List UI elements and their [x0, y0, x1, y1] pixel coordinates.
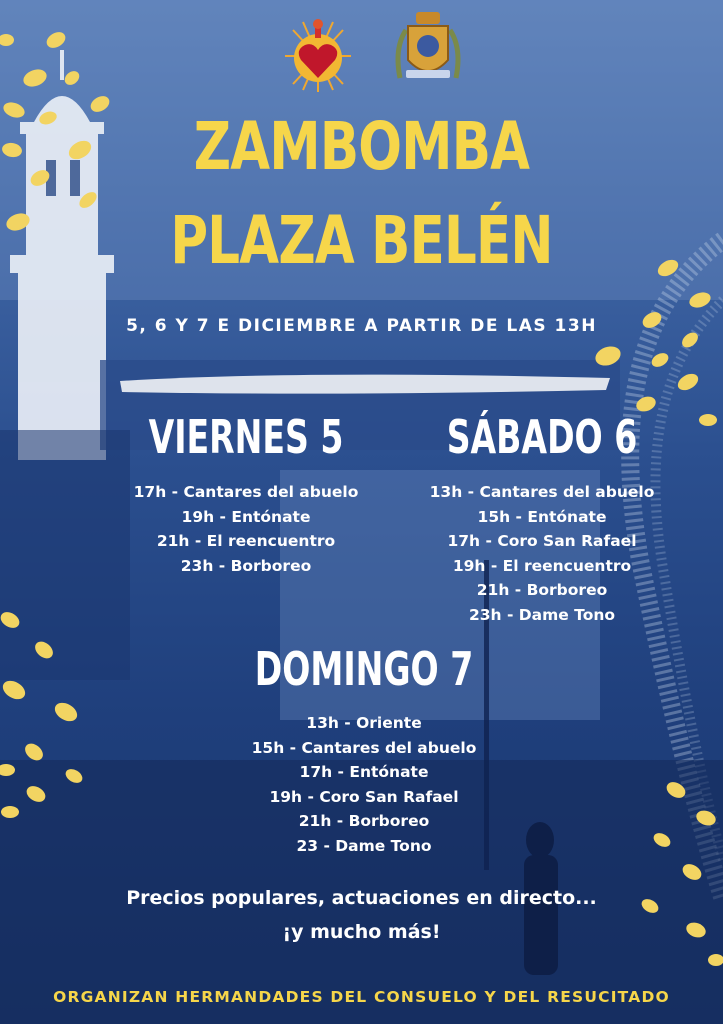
brotherhood-crest-icon [392, 8, 464, 94]
schedule-item: 23 - Dame Tono [296, 836, 432, 855]
promo-line1: Precios populares, actuaciones en directo... [126, 887, 597, 909]
event-dates: 5, 6 Y 7 E DICIEMBRE A PARTIR DE LAS 13H [126, 316, 597, 336]
day-heading-domingo: DOMINGO 7 [254, 642, 474, 696]
day-heading-viernes: VIERNES 5 [148, 410, 344, 464]
schedule-item: 13h - Oriente [306, 714, 422, 732]
promo-line2: ¡y mucho más! [282, 921, 441, 943]
schedule-domingo [194, 711, 534, 858]
schedule-item: 21h - El reencuentro [156, 532, 336, 550]
schedule-item: 23h - Borboreo [180, 556, 312, 575]
sacred-heart-emblem-icon [281, 12, 355, 96]
schedule-item: 17h - Cantares del abuelo [133, 483, 359, 501]
schedule-item: 19h - El reencuentro [452, 556, 632, 575]
schedule-viernes [76, 480, 416, 578]
schedule-item: 23h - Dame Tono [468, 605, 616, 624]
schedule-item: 21h - Borboreo [298, 812, 430, 830]
event-title-line2: PLAZA BELÉN [170, 202, 553, 279]
schedule-item: 19h - Coro San Rafael [269, 787, 459, 806]
schedule-item: 21h - Borboreo [476, 581, 608, 599]
organizers-footer: ORGANIZAN HERMANDADES DEL CONSUELO Y DEL RESUCITADO [53, 988, 670, 1006]
schedule-item: 15h - Cantares del abuelo [251, 738, 477, 757]
schedule-item: 19h - Entónate [181, 507, 311, 526]
schedule-sabado [372, 480, 712, 627]
schedule-item: 17h - Coro San Rafael [447, 532, 637, 550]
schedule-item: 17h - Entónate [299, 763, 429, 781]
schedule-item: 13h - Cantares del abuelo [429, 483, 655, 501]
schedule-item: 15h - Entónate [477, 507, 607, 526]
event-title-line1: ZAMBOMBA [193, 108, 530, 185]
day-heading-sabado: SÁBADO 6 [446, 410, 638, 464]
